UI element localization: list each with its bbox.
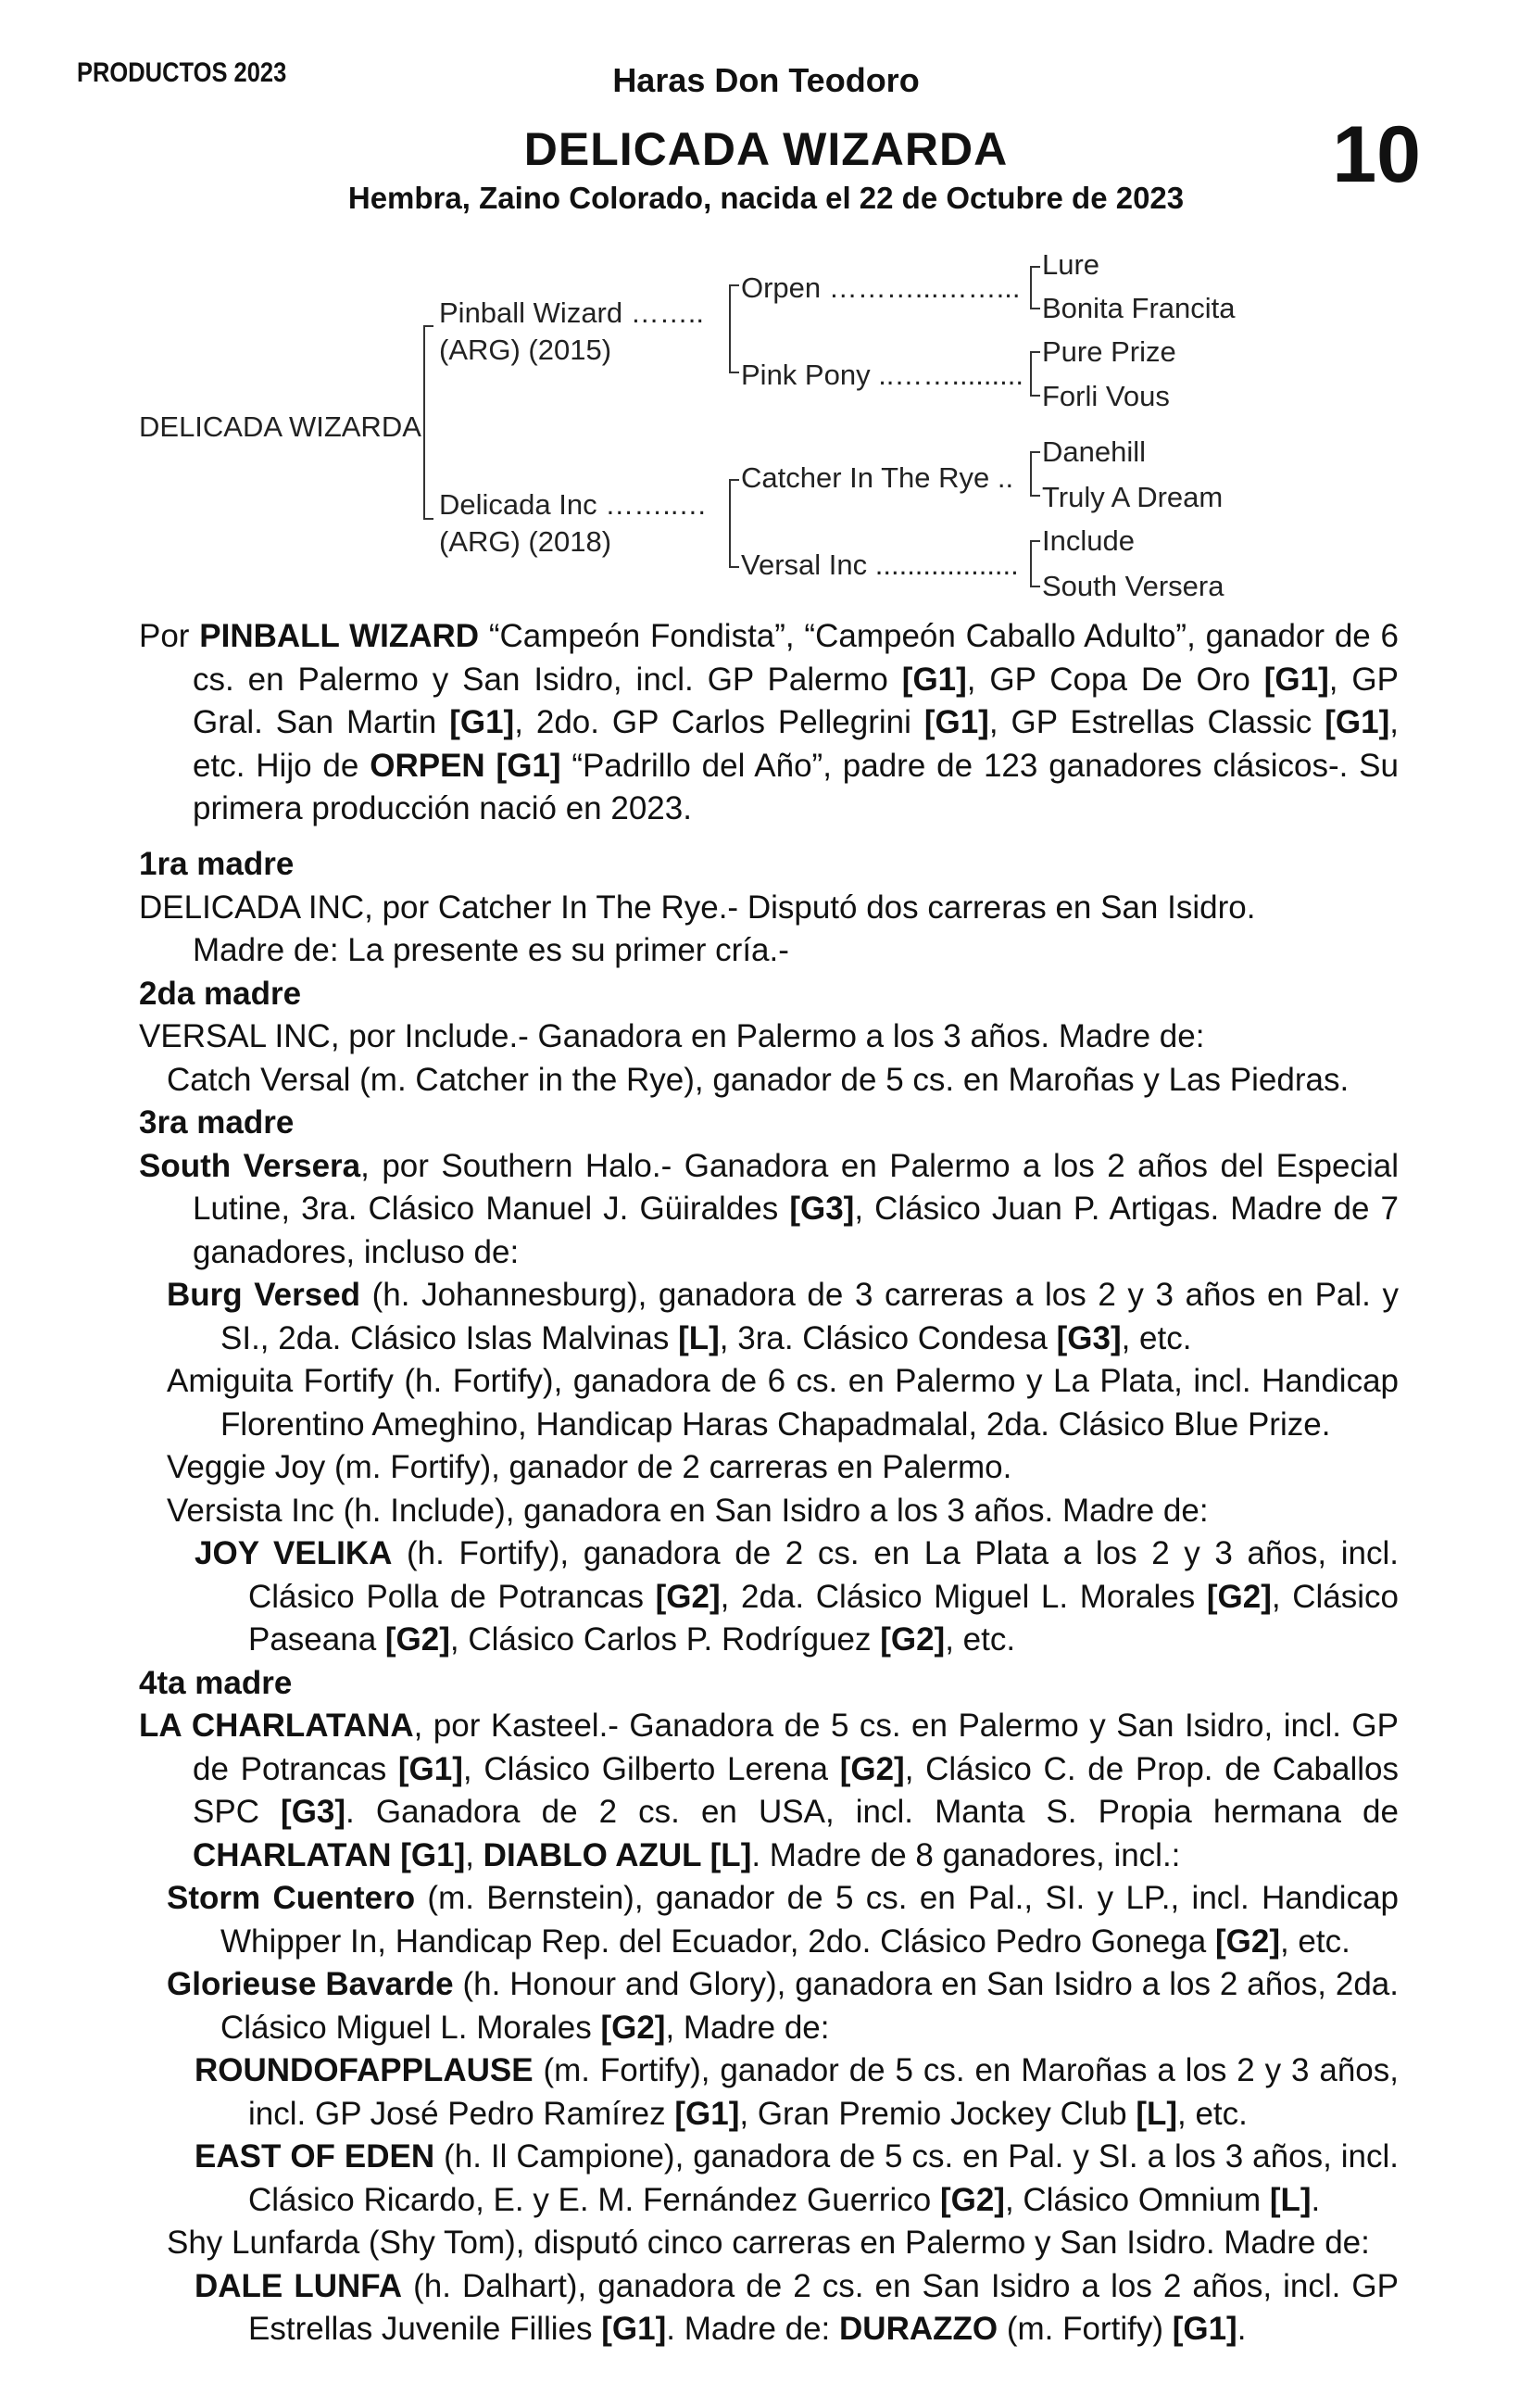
dam1-heading: 1ra madre xyxy=(139,846,295,882)
dam4-entry: LA CHARLATANA, por Kasteel.- Ganadora de 5 cs. en Palermo y San Isidro, incl. GP de Potrancas [G1], Clásico Gilberto Lerena [G2], Clásico C. de Prop. de Caballos SPC [G3]. Ganadora de 2 cs. en USA, incl. Manta S. Propia hermana de CHARLATAN [G1], DIABLO AZUL [L]. Madre de 8 ganadores, incl.: xyxy=(139,1708,1400,1873)
dam2-heading: 2da madre xyxy=(139,975,302,1012)
pedigree-sire: Pinball Wizard …….. xyxy=(439,296,704,329)
pedigree-gen3-3: Pure Prize xyxy=(1042,335,1176,368)
pedigree-gen3-1: Lure xyxy=(1042,248,1100,281)
bracket-gen3-4 xyxy=(1031,541,1040,586)
pedigree-dam-info: (ARG) (2018) xyxy=(439,525,612,558)
family-section xyxy=(139,843,1399,2351)
dam3-entry: South Versera, por Southern Halo.- Ganadora en Palermo a los 2 años del Especial Lutine, 3ra. Clásico Manuel J. Güiraldes [G3], Clásico Juan P. Artigas. Madre de 7 ganadores, incluso de: xyxy=(139,1147,1399,1270)
produce-entry: Storm Cuentero (m. Bernstein), ganador de 5 cs. en Pal., SI. y LP., incl. Handicap Whipper In, Handicap Rep. del Ecuador, 2do. Clásico Pedro Gonega [G2], etc. xyxy=(167,1880,1399,1960)
produce-entry: Versista Inc (h. Include), ganadora en San Isidro a los 3 años. Madre de: xyxy=(167,1492,1209,1529)
bracket-gen3-3 xyxy=(1031,452,1040,496)
pedigree-gen3-6: Truly A Dream xyxy=(1042,481,1224,513)
pedigree-sire-sire: Orpen ………...……... xyxy=(741,271,1021,304)
sire-paragraph: Por PINBALL WIZARD “Campeón Fondista”, “Campeón Caballo Adulto”, ganador de 6 cs. en Palermo y San Isidro, incl. GP Palermo [G1], GP Copa De Oro [G1], GP Gral. San Martin [G1], 2do. GP Carlos Pellegrini [G1], GP Estrellas Classic [G1], etc. Hijo de ORPEN [G1] “Padrillo del Año”, padre de 123 ganadores clásicos-. Su primera producción nació en 2023. xyxy=(139,618,1399,826)
bracket-gen3-2 xyxy=(1031,352,1040,396)
produce-entry: Glorieuse Bavarde (h. Honour and Glory), ganadora en San Isidro a los 2 años, 2da. Clásico Miguel L. Morales [G2], Madre de: xyxy=(167,1966,1399,2046)
bracket-gen2-sire xyxy=(730,285,739,372)
pedigree-dam: Delicada Inc ……..… xyxy=(439,488,708,521)
produce-entry: JOY VELIKA (h. Fortify), ganadora de 2 cs. en La Plata a los 2 y 3 años, incl. Clásico Polla de Potrancas [G2], 2da. Clásico Miguel L. Morales [G2], Clásico Paseana [G2], Clásico Carlos P. Rodríguez [G2], etc. xyxy=(195,1535,1399,1658)
horse-description: Hembra, Zaino Colorado, nacida el 22 de Octubre de 2023 xyxy=(347,181,1185,215)
dam2-line2: Catch Versal (m. Catcher in the Rye), ganador de 5 cs. en Maroñas y Las Piedras. xyxy=(167,1061,1350,1098)
pedigree-sire-info: (ARG) (2015) xyxy=(439,334,612,366)
dam4-heading: 4ta madre xyxy=(139,1664,293,1701)
produce-entry: Veggie Joy (m. Fortify), ganador de 2 carreras en Palermo. xyxy=(167,1449,1012,1485)
pedigree-brackets xyxy=(0,0,1532,630)
pedigree-dam-sire: Catcher In The Rye .. xyxy=(741,461,1014,494)
produce-entry: DALE LUNFA (h. Dalhart), ganadora de 2 cs. en San Isidro a los 2 años, incl. GP Estrellas Juvenile Fillies [G1]. Madre de: DURAZZO (m. Fortify) [G1]. xyxy=(195,2267,1399,2347)
stud-name: Haras Don Teodoro xyxy=(612,61,920,99)
pedigree-dam-dam: Versal Inc .................. xyxy=(741,548,1019,581)
dam1-line2: Madre de: La presente es su primer cría.- xyxy=(193,932,789,968)
sire-section xyxy=(139,615,1399,831)
dam2-line1: VERSAL INC, por Include.- Ganadora en Palermo a los 3 años. Madre de: xyxy=(139,1018,1205,1054)
pedigree-subject: DELICADA WIZARDA xyxy=(139,410,421,443)
pedigree-gen3-2: Bonita Francita xyxy=(1042,292,1236,324)
produce-entry: ROUNDOFAPPLAUSE (m. Fortify), ganador de 5 cs. en Maroñas a los 2 y 3 años, incl. GP José Pedro Ramírez [G1], Gran Premio Jockey Club [L], etc. xyxy=(195,2052,1399,2132)
pedigree-gen3-8: South Versera xyxy=(1042,570,1224,602)
pedigree-gen3-7: Include xyxy=(1042,524,1135,557)
horse-name: DELICADA WIZARDA xyxy=(523,123,1009,175)
lot-number: 10 xyxy=(1332,110,1421,199)
produce-entry: Burg Versed (h. Johannesburg), ganadora de 3 carreras a los 2 y 3 años en Pal. y SI., 2da. Clásico Islas Malvinas [L], 3ra. Clásico Condesa [G3], etc. xyxy=(167,1277,1399,1356)
pedigree-sire-dam: Pink Pony ..……......... xyxy=(741,359,1023,391)
bracket-gen3-1 xyxy=(1031,267,1040,309)
bracket-gen1 xyxy=(424,326,433,519)
bracket-gen2-dam xyxy=(730,480,739,567)
dam1-line1: DELICADA INC, por Catcher In The Rye.- Disputó dos carreras en San Isidro. xyxy=(139,889,1256,926)
produce-entry: Amiguita Fortify (h. Fortify), ganadora de 6 cs. en Palermo y La Plata, incl. Handicap Florentino Ameghino, Handicap Haras Chapadmalal, 2da. Clásico Blue Prize. xyxy=(167,1363,1399,1443)
produce-entry: EAST OF EDEN (h. Il Campione), ganadora de 5 cs. en Pal. y SI. a los 3 años, incl. Clásico Ricardo, E. y E. M. Fernández Guerrico [G2], Clásico Omnium [L]. xyxy=(195,2138,1400,2218)
pedigree-gen3-4: Forli Vous xyxy=(1042,380,1170,412)
dam3-heading: 3ra madre xyxy=(139,1104,295,1141)
produce-entry: Shy Lunfarda (Shy Tom), disputó cinco carreras en Palermo y San Isidro. Madre de: xyxy=(167,2225,1370,2261)
pedigree-gen3-5: Danehill xyxy=(1042,435,1147,468)
catalog-section: PRODUCTOS 2023 xyxy=(77,57,287,88)
